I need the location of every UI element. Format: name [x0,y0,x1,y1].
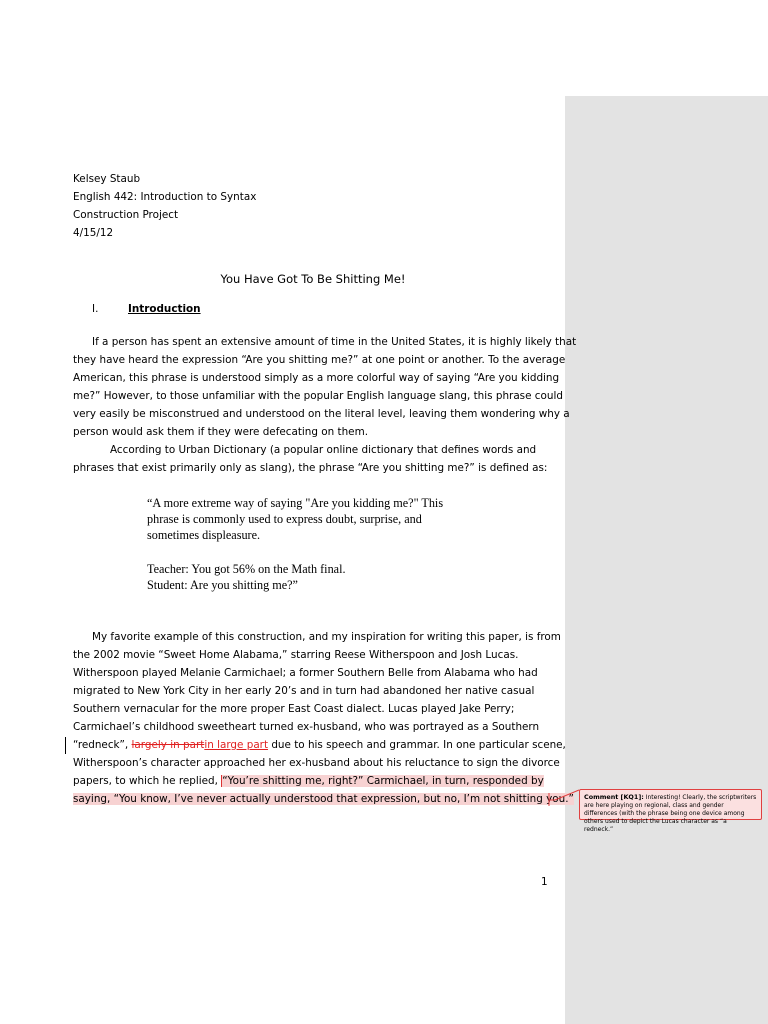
quote-line: Teacher: You got 56% on the Math final. [147,562,346,576]
line-text: “redneck”, [73,739,132,751]
section-label: Introduction [128,303,201,315]
paragraph-line: the 2002 movie “Sweet Home Alabama,” starring Reese Witherspoon and Josh Lucas. [73,649,519,661]
line-text: papers, to which he replied, [73,775,222,787]
comment-highlight[interactable]: saying, “You know, I’ve never actually understood that expression, but no, I’m not shitting you.” [73,793,574,805]
quote-line: phrase is commonly used to express doubt, surprise, and [147,512,422,526]
paragraph-line: person would ask them if they were defecating on them. [73,426,368,438]
quote-line: sometimes displeasure. [147,528,261,542]
paragraph-line: phrases that exist primarily only as slang), the phrase “Are you shitting me?” is defined as: [73,462,548,474]
document-date: 4/15/12 [73,227,114,239]
comment-label: Comment [KQ1]: [584,793,644,801]
comment-balloon[interactable] [579,789,762,833]
paragraph-line: American, this phrase is understood simply as a more colorful way of saying “Are you kidding [73,372,560,384]
paragraph-line: they have heard the expression “Are you shitting me?” at one point or another. To the average [73,354,566,366]
paragraph-line: My favorite example of this construction, and my inspiration for writing this paper, is from [92,631,561,643]
deleted-text[interactable]: largely in part [131,739,205,751]
paragraph-line: Carmichael’s childhood sweetheart turned ex-husband, who was portrayed as a Southern [73,721,540,733]
paragraph-line: Southern vernacular for the more proper East Coast dialect. Lucas played Jake Perry; [73,703,515,715]
section-number: I. [92,303,99,315]
comment-text: Interesting! Clearly, the scriptwriters are here playing on regional, class and gender differences (with the phrase being one device among others used to depict the Lucas character as “a redneck.” [584,794,757,833]
paragraph-line: If a person has spent an extensive amount of time in the United States, it is highly likely that [92,336,577,348]
document-title: You Have Got To Be Shitting Me! [220,272,406,286]
paragraph-line: Witherspoon’s character approached her ex-husband about his reluctance to sign the divorce [73,757,560,769]
paragraph-line: Witherspoon played Melanie Carmichael; a former Southern Belle from Alabama who had [73,667,538,679]
quote-line: Student: Are you shitting me?” [147,578,298,592]
paragraph-line: me?” However, to those unfamiliar with the popular English language slang, this phrase could [73,390,563,402]
comment-highlight[interactable]: “You’re shitting me, right?” Carmichael, in turn, responded by [222,775,544,787]
paragraph-line: According to Urban Dictionary (a popular online dictionary that defines words and [110,444,537,456]
page-number: 1 [541,876,548,888]
author-name: Kelsey Staub [73,173,141,185]
inserted-text[interactable]: in large part [204,739,269,751]
paragraph-line: migrated to New York City in her early 20’s and in turn had abandoned her native casual [73,685,535,697]
paragraph-line: very easily be misconstrued and understood on the literal level, leaving them wondering why a [73,408,570,420]
course-name: English 442: Introduction to Syntax [73,191,257,203]
line-text: due to his speech and grammar. In one particular scene, [268,739,566,751]
assignment-name: Construction Project [73,209,179,221]
quote-line: “A more extreme way of saying "Are you kidding me?" This [147,496,444,510]
